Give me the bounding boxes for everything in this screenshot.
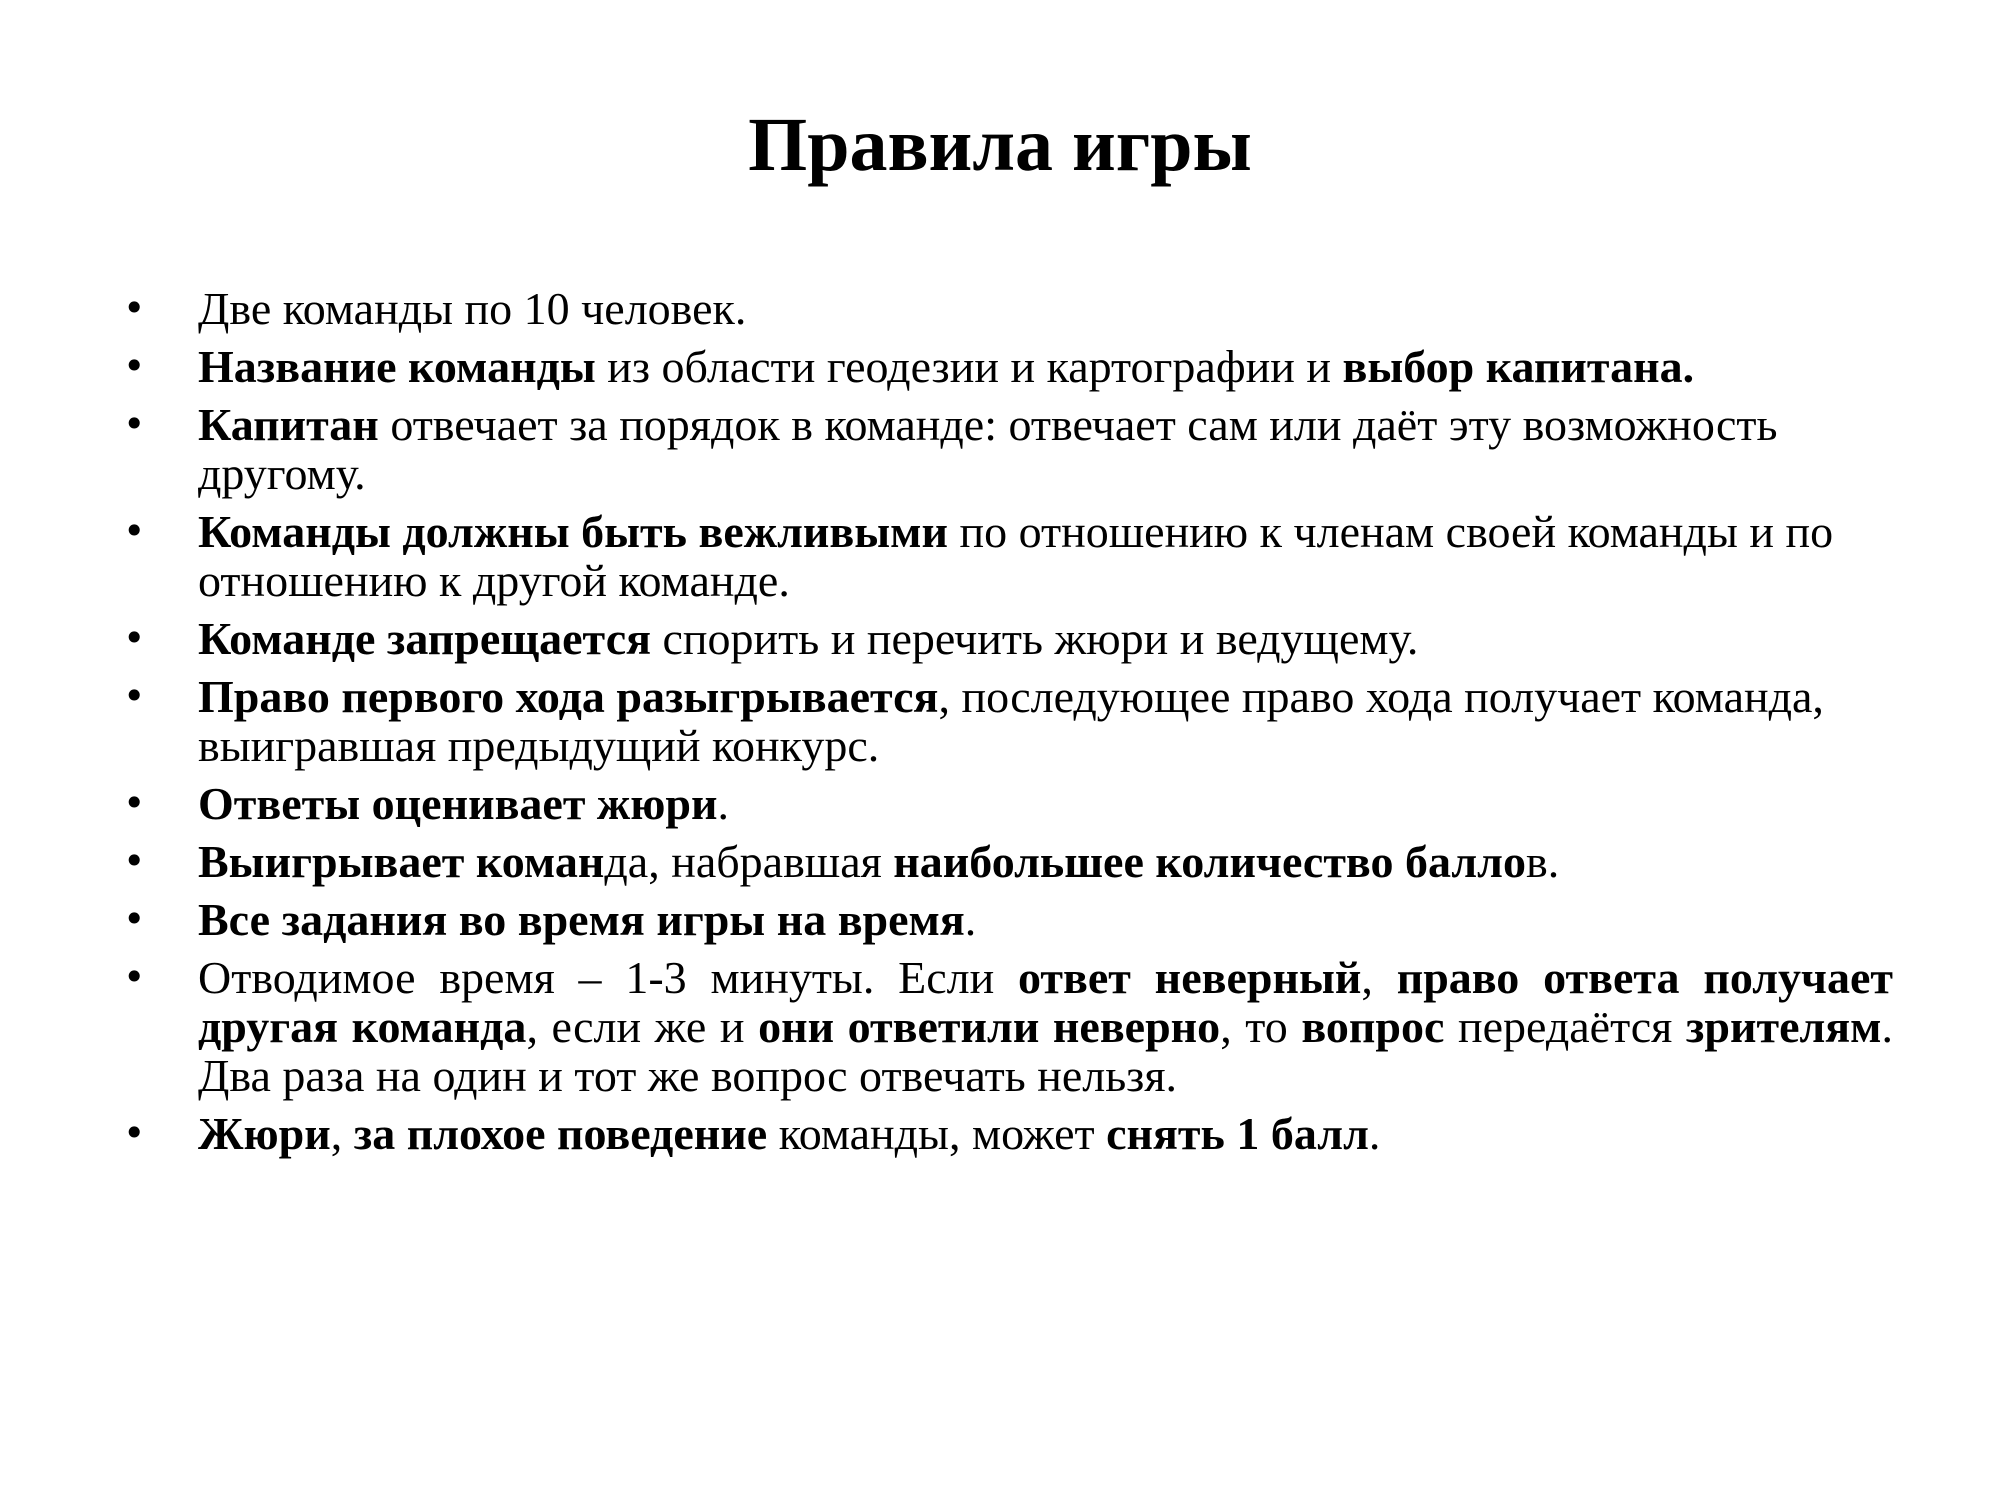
rule-text-bold: Ответы оценивает жюри xyxy=(198,778,718,829)
rule-text-bold: наибольшее количество балло xyxy=(893,836,1526,887)
rule-item xyxy=(118,400,1893,498)
rule-item xyxy=(118,895,1893,944)
rule-text-bold: снять 1 балл xyxy=(1106,1108,1369,1159)
rule-item xyxy=(118,837,1893,886)
rule-item xyxy=(118,672,1893,770)
rule-text: Две команды по 10 человек. xyxy=(198,283,747,334)
rule-text: да, набравшая xyxy=(604,836,894,887)
rule-text: по отношению к членам своей команды и по отношению к другой команде. xyxy=(198,506,1834,606)
rule-item xyxy=(118,1109,1893,1158)
rule-item xyxy=(118,284,1893,333)
rule-text-bold: Все задания во время игры на время xyxy=(198,894,965,945)
rule-text-bold: Капитан xyxy=(198,399,379,450)
rule-text-bold: зрителям xyxy=(1685,1001,1882,1052)
rule-text: спорить и перечить жюри и ведущему. xyxy=(651,613,1419,664)
rule-text: из области геодезии и картографии и xyxy=(595,341,1343,392)
rule-text: , последующее право хода получает команда, выигравшая предыдущий конкурс. xyxy=(198,671,1824,771)
rule-text: , то xyxy=(1220,1001,1302,1052)
rule-text-bold: право ответа получает другая команда xyxy=(198,952,1893,1052)
rules-list xyxy=(118,284,1893,1167)
rule-text: команды, может xyxy=(767,1108,1107,1159)
rule-text-bold: Право первого хода разыгрывается xyxy=(198,671,939,722)
rule-text-bold: Название команды xyxy=(198,341,596,392)
rule-item xyxy=(118,953,1893,1100)
rule-text: Отводимое время – 1-3 минуты. Если xyxy=(198,952,1019,1003)
rule-text: в. xyxy=(1525,836,1560,887)
rule-item xyxy=(118,614,1893,663)
bullet-icon: • xyxy=(123,897,146,941)
rule-text-bold: выбор капитана. xyxy=(1342,341,1695,392)
bullet-icon: • xyxy=(123,286,146,330)
bullet-icon: • xyxy=(123,616,146,660)
bullet-icon: • xyxy=(123,839,146,883)
rule-text-bold: они ответили неверно xyxy=(758,1001,1221,1052)
rule-text-bold: за плохое поведение xyxy=(353,1108,768,1159)
bullet-icon: • xyxy=(123,674,146,718)
rule-text-bold: Жюри xyxy=(198,1108,331,1159)
rule-text-bold: Команде запрещается xyxy=(198,613,651,664)
rule-item xyxy=(118,507,1893,605)
bullet-icon: • xyxy=(123,344,146,388)
bullet-icon: • xyxy=(123,509,146,553)
rule-item xyxy=(118,342,1893,391)
bullet-icon: • xyxy=(123,781,146,825)
rule-text: отвечает за порядок в команде: отвечает сам или даёт эту возможность другому. xyxy=(198,399,1778,499)
rule-item xyxy=(118,779,1893,828)
bullet-icon: • xyxy=(123,1111,146,1155)
rule-text: . Два раза на один и тот же вопрос отвечать нельзя. xyxy=(198,1001,1894,1101)
rule-text: , xyxy=(1361,952,1397,1003)
rule-text-bold: вопрос xyxy=(1301,1001,1445,1052)
rule-text: . xyxy=(717,778,730,829)
rule-text-bold: Команды должны быть вежливыми xyxy=(198,506,948,557)
rule-text: , если же и xyxy=(526,1001,759,1052)
rule-text-bold: Выигрывает коман xyxy=(198,836,605,887)
rule-text: , xyxy=(330,1108,354,1159)
slide-title: Правила игры xyxy=(748,103,1252,187)
bullet-icon: • xyxy=(123,402,146,446)
rule-text: передаётся xyxy=(1444,1001,1686,1052)
rule-text-bold: ответ неверный xyxy=(1018,952,1362,1003)
rule-text: . xyxy=(1368,1108,1381,1159)
bullet-icon: • xyxy=(123,955,146,999)
rule-text: . xyxy=(964,894,977,945)
